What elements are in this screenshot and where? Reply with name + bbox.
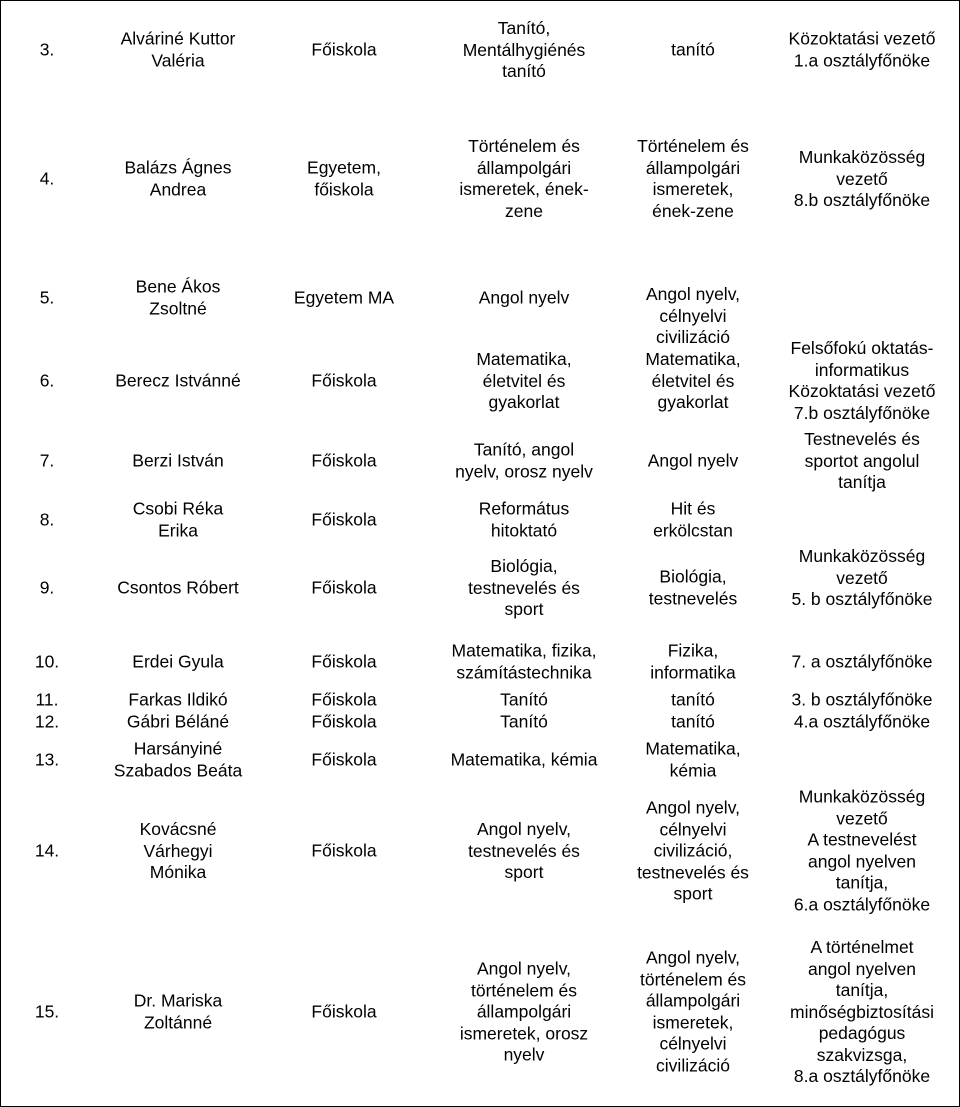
- qualification: Tanító: [500, 711, 548, 732]
- row-number: 13.: [34, 749, 60, 770]
- qualification: Történelem és állampolgári ismeretek, ének- zene: [459, 136, 589, 221]
- qualification: Matematika, kémia: [450, 749, 598, 770]
- teacher-name: Dr. Mariska Zoltánné: [133, 990, 223, 1032]
- education-level: Egyetem, főiskola: [307, 157, 381, 199]
- qualification: Angol nyelv, történelem és állampolgári ismeretek, orosz nyelv: [459, 958, 589, 1065]
- education-level: Főiskola: [311, 450, 377, 471]
- teacher-name: Gábri Béláné: [126, 711, 230, 732]
- role-note: 7. a osztályfőnöke: [791, 651, 933, 672]
- teacher-name: Harsányiné Szabados Beáta: [113, 738, 243, 780]
- qualification: Matematika, fizika, számítástechnika: [451, 640, 597, 682]
- subjects-taught: Biológia, testnevelés: [648, 566, 738, 608]
- qualification: Angol nyelv, testnevelés és sport: [468, 818, 580, 882]
- subjects-taught: Angol nyelv: [647, 450, 739, 471]
- qualification: Matematika, életvitel és gyakorlat: [476, 348, 572, 412]
- table-border-horizontal: [0, 0, 960, 1]
- subjects-taught: Fizika, informatika: [650, 640, 736, 682]
- education-level: Egyetem MA: [293, 287, 395, 308]
- education-level: Főiskola: [311, 370, 377, 391]
- row-number: 11.: [35, 689, 59, 710]
- teacher-name: Csobi Réka Erika: [132, 498, 224, 540]
- education-level: Főiskola: [311, 689, 377, 710]
- role-note-merged: Munkaközösség vezető 5. b osztályfőnöke: [791, 545, 933, 609]
- education-level: Főiskola: [311, 651, 377, 672]
- teacher-name: Bene Ákos Zsoltné: [135, 276, 221, 318]
- row-number: 9.: [39, 577, 55, 598]
- teacher-name: Berecz Istvánné: [115, 370, 241, 391]
- education-level: Főiskola: [311, 39, 377, 60]
- subjects-taught: Matematika, kémia: [645, 738, 741, 780]
- row-number: 12.: [34, 711, 60, 732]
- subjects-taught: Angol nyelv, célnyelvi civilizáció, testnevelés és sport: [637, 797, 749, 904]
- education-level: Főiskola: [311, 840, 377, 861]
- teacher-name: Alváriné Kuttor Valéria: [120, 28, 236, 70]
- education-level: Főiskola: [311, 577, 377, 598]
- row-number: 10.: [34, 651, 60, 672]
- row-number: 5.: [39, 287, 55, 308]
- teacher-name: Csontos Róbert: [117, 577, 239, 598]
- subjects-taught: tanító: [671, 711, 715, 732]
- role-note: Munkaközösség vezető A testnevelést angol nyelven tanítja, 6.a osztályfőnöke: [793, 786, 931, 914]
- subjects-taught: Angol nyelv, célnyelvi civilizáció: [645, 283, 741, 347]
- row-number: 14.: [34, 840, 60, 861]
- subjects-taught: tanító: [671, 689, 715, 710]
- row-number: 8.: [39, 509, 55, 530]
- qualification: Tanító, Mentálhygiénés tanító: [462, 17, 586, 81]
- role-note: A történelmet angol nyelven tanítja, minőségbiztosítási pedagógus szakvizsga, 8.a osztályfőnöke: [790, 936, 934, 1086]
- qualification: Tanító, angol nyelv, orosz nyelv: [455, 439, 593, 481]
- qualification: Biológia, testnevelés és sport: [468, 555, 580, 619]
- role-note: 4.a osztályfőnöke: [793, 711, 931, 732]
- role-note-merged: Felsőfokú oktatás- informatikus Közoktatási vezető 7.b osztályfőnöke: [788, 338, 936, 423]
- row-number: 3.: [39, 39, 55, 60]
- teacher-name: Erdei Gyula: [132, 651, 224, 672]
- subjects-taught: Matematika, életvitel és gyakorlat: [645, 348, 741, 412]
- role-note: 3. b osztályfőnöke: [791, 689, 933, 710]
- role-note-merged: Testnevelés és sportot angolul tanítja: [804, 428, 920, 492]
- qualification: Tanító: [500, 689, 548, 710]
- subjects-taught: Hit és erkölcstan: [653, 498, 733, 540]
- qualification: Református hitoktató: [478, 498, 570, 540]
- row-number: 7.: [39, 450, 55, 471]
- teacher-name: Balázs Ágnes Andrea: [124, 157, 232, 199]
- role-note: Munkaközösség vezető 8.b osztályfőnöke: [793, 146, 931, 210]
- subjects-taught: Történelem és állampolgári ismeretek, ének-zene: [637, 136, 749, 221]
- table-border-vertical: [0, 0, 1, 1107]
- education-level: Főiskola: [311, 509, 377, 530]
- teacher-name: Farkas Ildikó: [128, 689, 228, 710]
- education-level: Főiskola: [311, 749, 377, 770]
- subjects-taught: tanító: [671, 39, 715, 60]
- role-note: Közoktatási vezető 1.a osztályfőnöke: [788, 28, 936, 70]
- teacher-name: Berzi István: [132, 450, 224, 471]
- education-level: Főiskola: [311, 1001, 377, 1022]
- teacher-name: Kovácsné Várhegyi Mónika: [139, 818, 217, 882]
- qualification: Angol nyelv: [478, 287, 570, 308]
- education-level: Főiskola: [311, 711, 377, 732]
- row-number: 6.: [39, 370, 55, 391]
- subjects-taught: Angol nyelv, történelem és állampolgári ismeretek, célnyelvi civilizáció: [639, 947, 747, 1075]
- row-number: 15.: [34, 1001, 60, 1022]
- row-number: 4.: [39, 168, 55, 189]
